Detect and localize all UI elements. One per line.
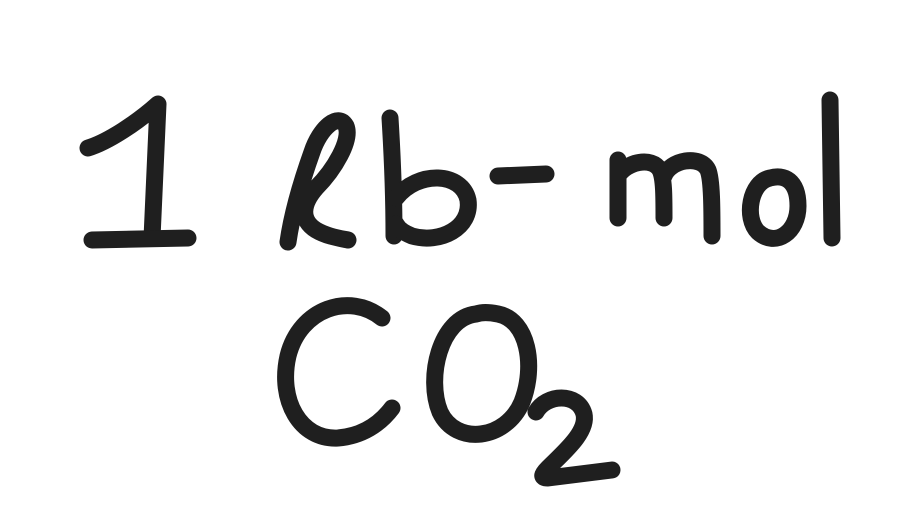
- letter-l-glyph: [288, 121, 348, 242]
- digit-one-glyph: [88, 104, 158, 238]
- subscript-two-glyph: [536, 398, 612, 478]
- letter-l-second-glyph: [830, 100, 832, 238]
- letter-o-glyph: [750, 177, 798, 239]
- letter-o-large-glyph: [435, 313, 529, 435]
- letter-b-bowl-glyph: [396, 178, 468, 238]
- line-1-strokes: [88, 100, 832, 242]
- hyphen-glyph: [498, 174, 546, 176]
- digit-one-base-glyph: [92, 238, 188, 240]
- line-2-strokes: [286, 306, 612, 478]
- letter-c-glyph: [286, 306, 392, 438]
- letter-m-glyph: [618, 160, 712, 236]
